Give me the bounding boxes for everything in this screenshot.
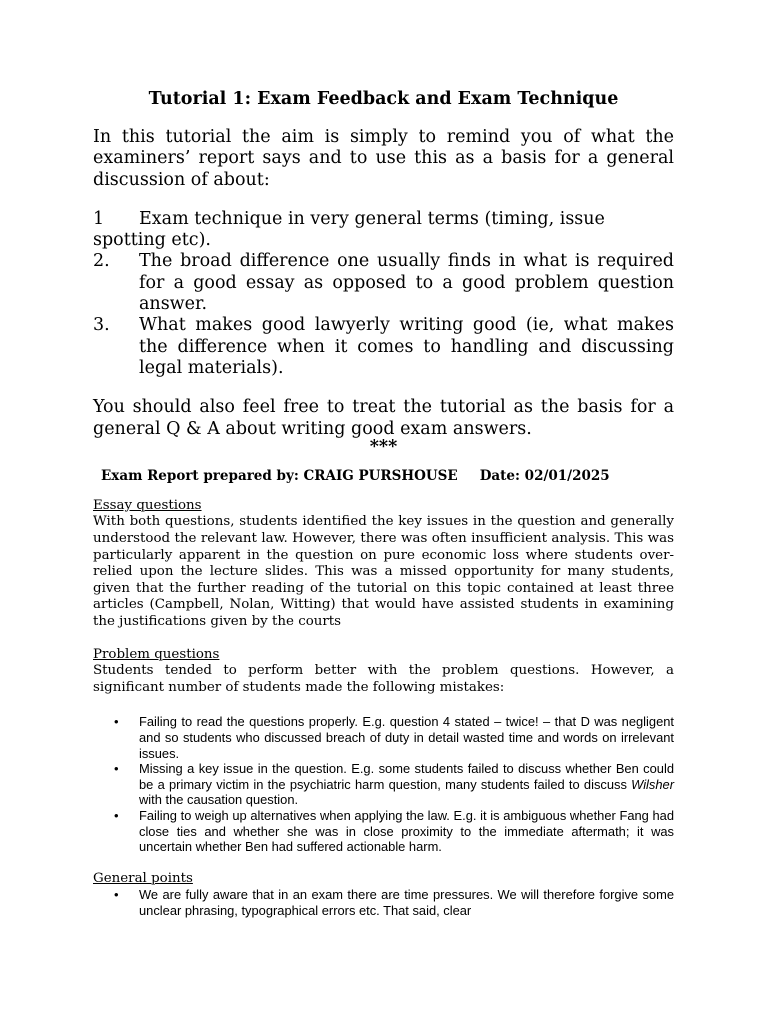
bullet-icon: •: [114, 807, 119, 823]
list-item-text: Failing to weigh up alternatives when applying the law. E.g. it is ambiguous whether Fang had close ties and whether she was in close proximity to the immediate aftermath; it was uncertain whether Ben had suffered actionable harm.: [139, 807, 674, 855]
problem-mistakes-list: [93, 714, 674, 854]
report-date: Date: 02/01/2025: [479, 467, 610, 484]
list-item-text: We are fully aware that in an exam there are time pressures. We will therefore forgive some unclear phrasing, typographical errors etc. That said, clear: [139, 887, 674, 918]
item-text-rest: spotting etc).: [93, 230, 211, 251]
item-text: What makes good lawyerly writing good (ie, what makes the difference when it comes to handling and discussing legal materials).: [139, 315, 674, 378]
item-number: 3.: [93, 315, 110, 336]
list-item: [93, 761, 674, 808]
list-item: [93, 714, 674, 761]
problem-section: [93, 647, 674, 697]
page-title: Tutorial 1: Exam Feedback and Exam Technique: [148, 89, 619, 109]
list-item-text: Failing to read the questions properly. E.g. question 4 stated – twice! – that D was negligent and so students who discussed breach of duty in detail wasted time and words on irrelevant issues.: [139, 714, 674, 761]
essay-section: [93, 498, 674, 631]
list-item: [93, 887, 674, 918]
list-item: [93, 808, 674, 855]
item-text: The broad difference one usually finds in what is required for a good essay as opposed to a good problem question answer.: [139, 251, 674, 315]
bullet-icon: •: [114, 714, 119, 730]
general-heading: General points: [93, 870, 193, 886]
intro-paragraph: In this tutorial the aim is simply to remind you of what the examiners’ report says and to use this as a basis for a general discussion of about:: [93, 127, 674, 190]
numbered-item-1: [93, 209, 674, 252]
section-separator: ***: [369, 436, 398, 457]
report-header: [101, 467, 674, 485]
item-number: 1: [93, 208, 105, 229]
general-points-list: [93, 887, 674, 918]
numbered-item-3: [93, 315, 674, 379]
bullet-icon: •: [114, 761, 119, 777]
item-number: 2.: [93, 251, 110, 272]
bullet-icon: •: [114, 887, 119, 903]
list-item-text: with the causation question.: [139, 792, 299, 808]
prepared-by: Exam Report prepared by: CRAIG PURSHOUSE: [101, 467, 458, 484]
item-text-first: Exam technique in very general terms (timing, issue: [139, 208, 605, 229]
closing-paragraph: You should also feel free to treat the tutorial as the basis for a general Q & A about writing good exam answers.: [93, 397, 674, 439]
document-page: [93, 88, 674, 935]
general-section: [93, 871, 674, 888]
problem-heading: Problem questions: [93, 646, 220, 662]
numbered-item-2: [93, 251, 674, 315]
essay-body: With both questions, students identified the key issues in the question and generally understood the relevant law. However, there was often insufficient analysis. This was particularly apparent in the question on pure economic loss where students over-relied upon the lecture slides. This was a missed opportunity for many students, given that the further reading of the tutorial on this topic contained at least three articles (Campbell, Nolan, Witting) that would have assisted students in examining the justifications given by the courts: [93, 514, 674, 630]
list-item-text: Missing a key issue in the question. E.g. some students failed to discuss whether Ben could be a primary victim in the psychiatric harm question, many students failed to discuss: [139, 761, 674, 792]
problem-body: Students tended to perform better with the problem questions. However, a significant number of students made the following mistakes:: [93, 663, 674, 695]
case-name: Wilsher: [631, 776, 674, 792]
numbered-list: [93, 209, 674, 379]
essay-heading: Essay questions: [93, 497, 202, 513]
